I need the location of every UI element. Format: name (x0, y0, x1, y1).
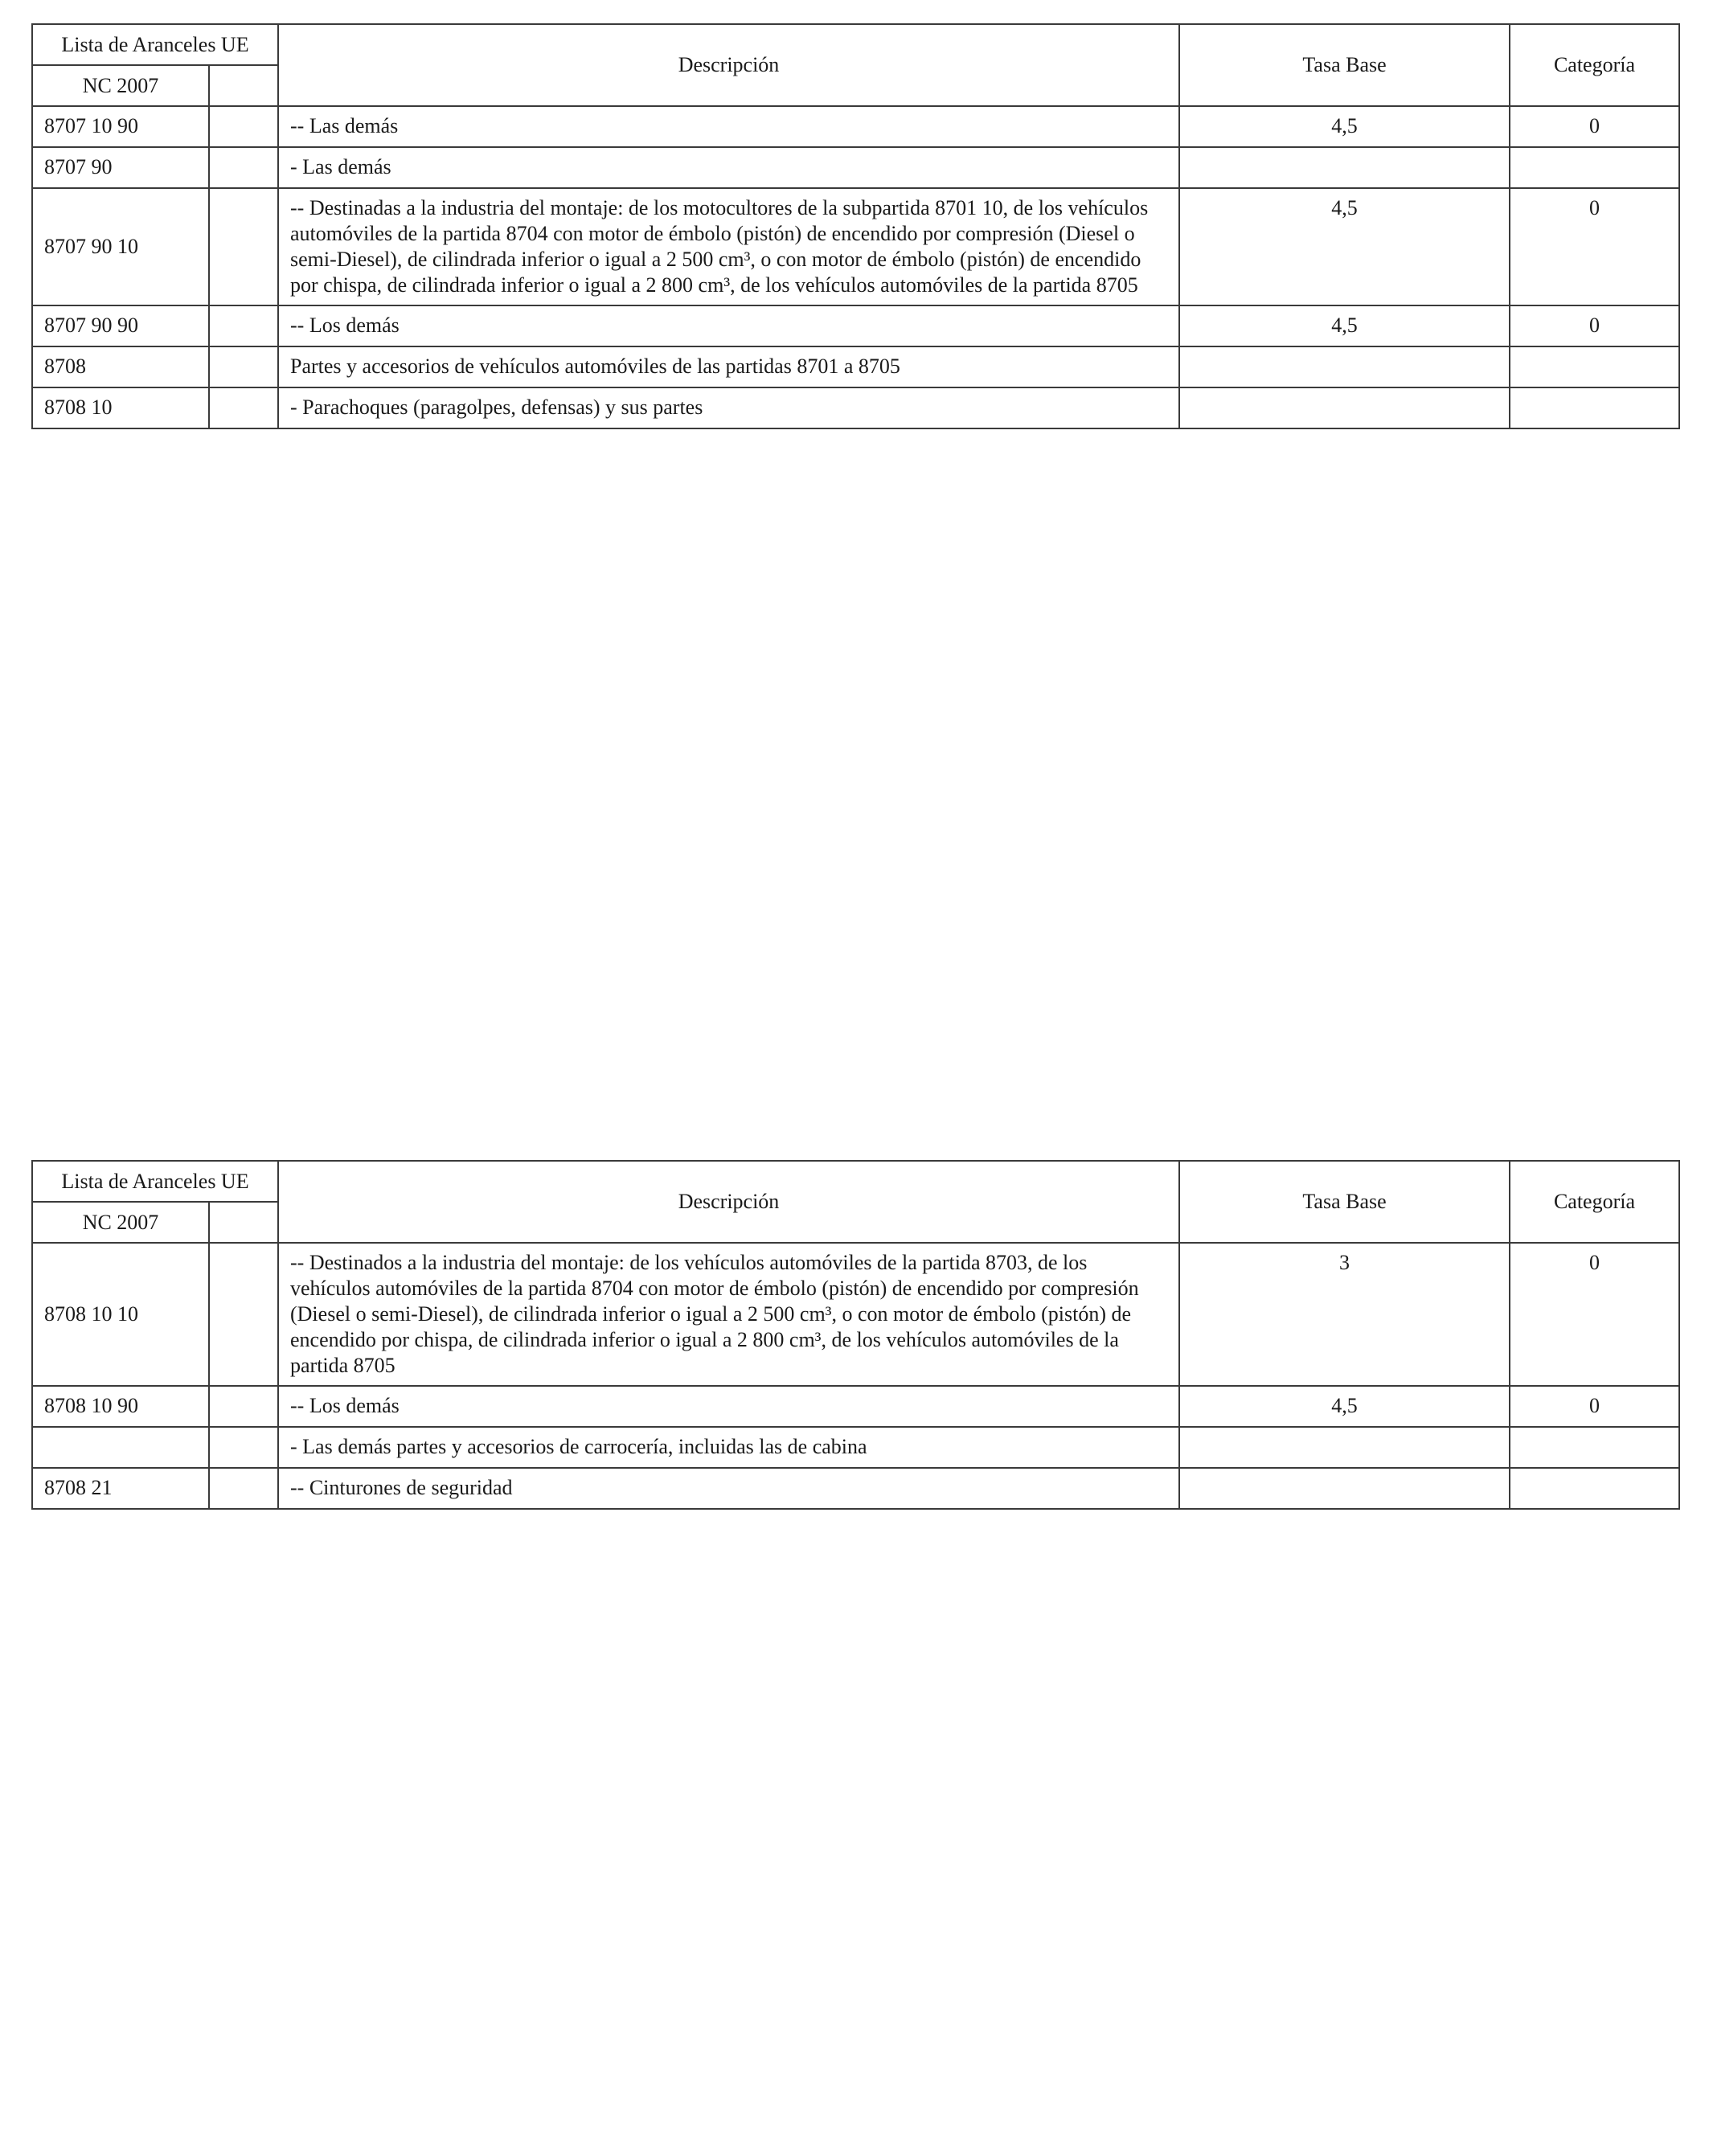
blank-cell (209, 387, 278, 428)
tariff-table-1 (31, 23, 1680, 429)
description-cell: - Las demás (278, 147, 1179, 188)
rate-cell (1179, 346, 1510, 387)
base-rate-header: Tasa Base (1179, 24, 1510, 106)
list-header: Lista de Aranceles UE (32, 24, 278, 65)
category-header: Categoría (1510, 1161, 1679, 1243)
code-cell: 8707 10 90 (32, 106, 209, 147)
blank-cell (209, 346, 278, 387)
header-row (32, 24, 1679, 65)
table-row (32, 387, 1679, 428)
rate-cell (1179, 147, 1510, 188)
header-row (32, 1161, 1679, 1202)
description-cell: -- Las demás (278, 106, 1179, 147)
blank-cell (209, 106, 278, 147)
blank-cell (209, 1243, 278, 1386)
rate-cell: 4,5 (1179, 106, 1510, 147)
table-row (32, 305, 1679, 346)
base-rate-header: Tasa Base (1179, 1161, 1510, 1243)
description-cell: - Las demás partes y accesorios de carrocería, incluidas las de cabina (278, 1427, 1179, 1468)
category-cell: 0 (1510, 188, 1679, 305)
nc-header: NC 2007 (32, 65, 209, 106)
rate-cell: 3 (1179, 1243, 1510, 1386)
category-cell (1510, 147, 1679, 188)
table-row (32, 106, 1679, 147)
table-row (32, 1427, 1679, 1468)
category-cell: 0 (1510, 106, 1679, 147)
rate-cell: 4,5 (1179, 305, 1510, 346)
table-row (32, 1386, 1679, 1427)
category-header: Categoría (1510, 24, 1679, 106)
description-cell: -- Destinadas a la industria del montaje: de los motocultores de la subpartida 8701 10, de los vehículos automóviles de la partida 8704 con motor de émbolo (pistón) de encendido por compresión (Diesel o semi-Diesel), de cilindrada inferior o igual a 2 500 cm³, o con motor de émbolo (pistón) de encendido por chispa, de cilindrada inferior o igual a 2 800 cm³, de los vehículos automóviles de la partida 8705 (278, 188, 1179, 305)
code-cell: 8708 10 (32, 387, 209, 428)
category-cell: 0 (1510, 1386, 1679, 1427)
code-cell: 8708 (32, 346, 209, 387)
code-cell: 8707 90 (32, 147, 209, 188)
blank-header (209, 1202, 278, 1243)
code-cell: 8707 90 10 (32, 188, 209, 305)
rate-cell (1179, 1468, 1510, 1509)
category-cell: 0 (1510, 1243, 1679, 1386)
table-row (32, 1243, 1679, 1386)
category-cell: 0 (1510, 305, 1679, 346)
blank-cell (209, 188, 278, 305)
description-cell: -- Cinturones de seguridad (278, 1468, 1179, 1509)
rate-cell (1179, 387, 1510, 428)
table-row (32, 346, 1679, 387)
blank-header (209, 65, 278, 106)
table-row (32, 188, 1679, 305)
rate-cell: 4,5 (1179, 1386, 1510, 1427)
category-cell (1510, 387, 1679, 428)
description-header: Descripción (278, 1161, 1179, 1243)
blank-cell (209, 1386, 278, 1427)
blank-cell (209, 1468, 278, 1509)
list-header: Lista de Aranceles UE (32, 1161, 278, 1202)
description-header: Descripción (278, 24, 1179, 106)
code-cell (32, 1427, 209, 1468)
code-cell: 8708 10 90 (32, 1386, 209, 1427)
description-cell: -- Destinados a la industria del montaje: de los vehículos automóviles de la partida 8703, de los vehículos automóviles de la partida 8704 con motor de émbolo (pistón) de encendido por compresión (Diesel o semi-Diesel), de cilindrada inferior o igual a 2 500 cm³, o con motor de émbolo (pistón) de encendido por chispa, de cilindrada inferior o igual a 2 800 cm³, de los vehículos automóviles de la partida 8705 (278, 1243, 1179, 1386)
rate-cell (1179, 1427, 1510, 1468)
code-cell: 8708 10 10 (32, 1243, 209, 1386)
blank-cell (209, 147, 278, 188)
description-cell: Partes y accesorios de vehículos automóviles de las partidas 8701 a 8705 (278, 346, 1179, 387)
description-cell: -- Los demás (278, 305, 1179, 346)
description-cell: - Parachoques (paragolpes, defensas) y sus partes (278, 387, 1179, 428)
code-cell: 8707 90 90 (32, 305, 209, 346)
description-cell: -- Los demás (278, 1386, 1179, 1427)
blank-cell (209, 1427, 278, 1468)
rate-cell: 4,5 (1179, 188, 1510, 305)
category-cell (1510, 1427, 1679, 1468)
table-row (32, 147, 1679, 188)
table-row (32, 1468, 1679, 1509)
category-cell (1510, 346, 1679, 387)
blank-cell (209, 305, 278, 346)
nc-header: NC 2007 (32, 1202, 209, 1243)
code-cell: 8708 21 (32, 1468, 209, 1509)
category-cell (1510, 1468, 1679, 1509)
tariff-table-2 (31, 1160, 1680, 1510)
